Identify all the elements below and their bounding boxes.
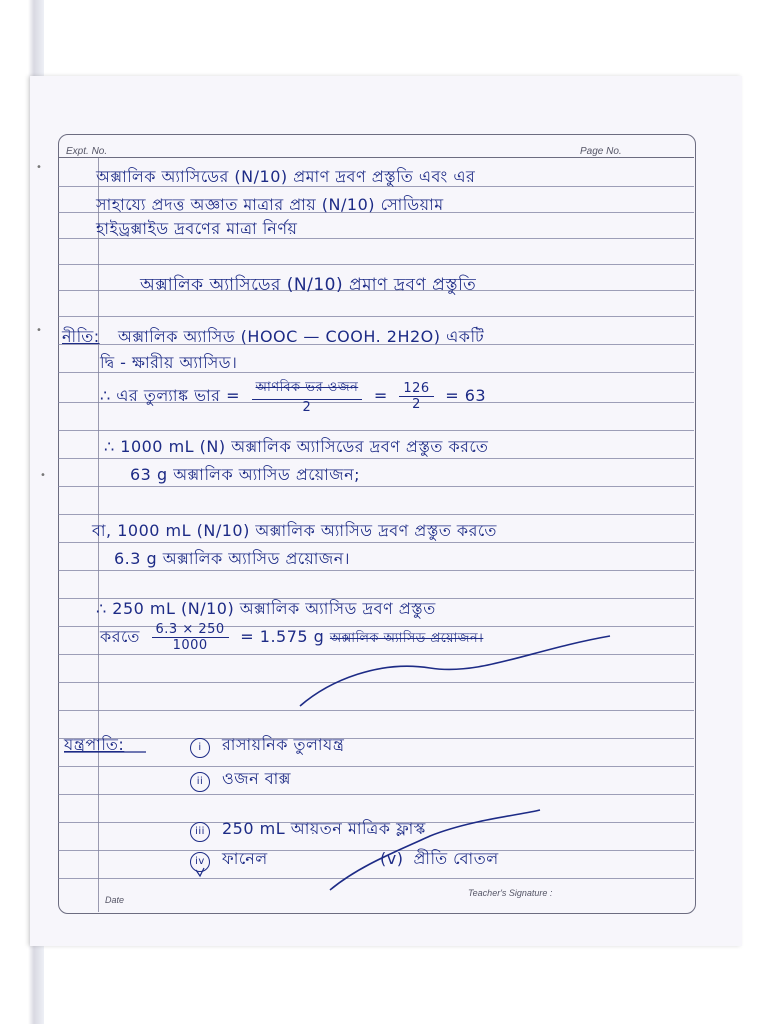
- line-250-denominator: 1000: [172, 638, 208, 653]
- equiv-numerator: আণবিক ভর ওজন: [252, 378, 363, 400]
- item-text: 250 mL আয়তন মাত্রিক ফ্লাস্ক: [222, 819, 426, 838]
- line-250-a: ∴ 250 mL (N/10) অক্সালিক অ্যাসিড দ্রবণ প্রস্তুত: [96, 599, 436, 618]
- line-250-struck: অক্সালিক অ্যাসিড প্রয়োজন।: [329, 631, 484, 646]
- item-number: iii: [190, 822, 210, 842]
- title-line-2: সাহায্যে প্রদত্ত অজ্ঞাত মাত্রার প্রায় (N/10) সোডিয়াম: [96, 195, 444, 214]
- line-250-result: = 1.575 g: [240, 627, 325, 646]
- section-subtitle: অক্সালিক অ্যাসিডের (N/10) প্রমাণ দ্রবণ প্রস্তুতি: [140, 275, 477, 295]
- apparatus-label: যন্ত্রপাতি:: [64, 735, 125, 754]
- date-label: Date: [105, 895, 125, 905]
- item-number: iv: [190, 852, 210, 872]
- equiv-equals: =: [373, 386, 388, 405]
- wavy-strike-upper: [300, 636, 610, 706]
- equiv-denominator: 2: [302, 400, 312, 415]
- page-no-label: Page No.: [580, 146, 622, 157]
- binding-hole: •: [36, 325, 42, 336]
- item-text: রাসায়নিক তুলাযন্ত্র: [222, 735, 345, 754]
- wavy-strike-lower: [330, 810, 540, 890]
- line-1000-N-b: 63 g অক্সালিক অ্যাসিড প্রয়োজন;: [130, 465, 361, 484]
- binding-hole: •: [40, 470, 46, 481]
- equiv-denominator-2: 2: [412, 397, 421, 412]
- item-text: ফানেল: [222, 849, 268, 868]
- tick-mark: [196, 868, 204, 876]
- principle-line-2: দ্বি - ক্ষারীয় অ্যাসিড।: [100, 353, 238, 372]
- item-text: প্রীতি বোতল: [413, 849, 499, 868]
- title-line-3: হাইড্রক্সাইড দ্রবণের মাত্রা নির্ণয়: [96, 219, 298, 238]
- equiv-result: = 63: [445, 386, 487, 405]
- item-number: ii: [190, 772, 210, 792]
- item-number-v: (v): [380, 849, 404, 868]
- teacher-signature-label: Teacher's Signature :: [468, 888, 553, 898]
- binding-hole: •: [36, 162, 42, 173]
- item-text: ওজন বাক্স: [222, 769, 292, 788]
- expt-no-label: Expt. No.: [66, 146, 108, 157]
- line-1000-N10-a: বা, 1000 mL (N/10) অক্সালিক অ্যাসিড দ্রবণ প্রস্তুত করতে: [92, 521, 497, 540]
- equiv-prefix: ∴ এর তুল্যাঙ্ক ভার =: [100, 386, 240, 405]
- line-1000-N-a: ∴ 1000 mL (N) অক্সালিক অ্যাসিডের দ্রবণ প্রস্তুত করতে: [104, 437, 489, 456]
- principle-line-1: অক্সালিক অ্যাসিড (HOOC — COOH. 2H2O) একটি: [118, 327, 485, 346]
- line-250-numerator: 6.3 × 250: [152, 622, 229, 638]
- line-250-prefix: করতে: [100, 627, 140, 646]
- title-line-1: অক্সালিক অ্যাসিডের (N/10) প্রমাণ দ্রবণ প্রস্তুতি এবং এর: [96, 167, 476, 186]
- equiv-numerator-2: 126: [399, 381, 433, 397]
- line-1000-N10-b: 6.3 g অক্সালিক অ্যাসিড প্রয়োজন।: [114, 549, 350, 568]
- item-number: i: [190, 738, 210, 758]
- principle-label: নীতি:: [62, 327, 100, 346]
